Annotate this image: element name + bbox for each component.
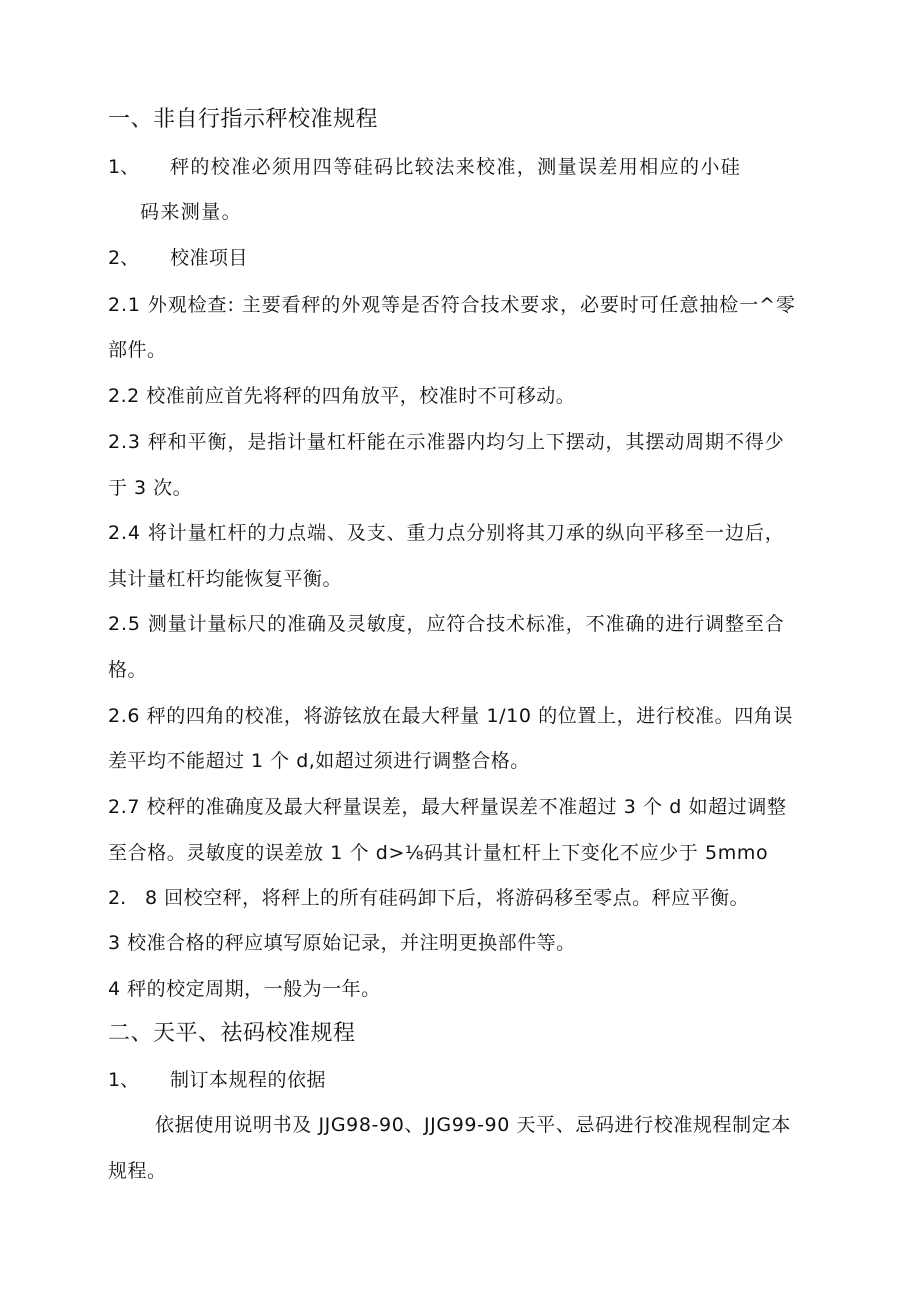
paragraph-2-1-line1: 2.1 外观检查: 主要看秤的外观等是否符合技术要求，必要时可任意抽检一^零 — [108, 294, 796, 316]
item1-text-line2: 码来测量。 — [140, 201, 243, 223]
paragraph-2-4-line1: 2.4 将计量杠杆的力点端、及支、重力点分别将其刀承的纵向平移至一边后， — [108, 522, 785, 544]
paragraph-2-8-text: 8 回校空秤，将秤上的所有硅码卸下后，将游码移至零点。秤应平衡。 — [145, 887, 750, 909]
paragraph-2-6-line1: 2.6 秤的四角的校准，将游铉放在最大秤量 1/10 的位置上，进行校准。四角误 — [108, 705, 794, 727]
paragraph-2-8-number: 2. — [108, 887, 127, 909]
paragraph-2-3-line2: 于 3 次。 — [108, 477, 193, 499]
section1-title: 一、非自行指示秤校准规程 — [108, 107, 379, 132]
paragraph-3: 3 校准合格的秤应填写原始记录，并注明更换部件等。 — [108, 932, 576, 954]
paragraph-4: 4 秤的校定周期，一般为一年。 — [108, 978, 381, 1000]
item2-number: 2、 — [108, 247, 140, 269]
section2-title: 二、天平、祛码校准规程 — [108, 1021, 356, 1046]
section2-paragraph-line1: 依据使用说明书及 JJG98-90、JJG99-90 天平、忌码进行校准规程制定本 — [155, 1114, 791, 1136]
paragraph-2-4-line2: 其计量杠杆均能恢复平衡。 — [108, 568, 343, 590]
paragraph-2-2: 2.2 校准前应首先将秤的四角放平，校准时不可移动。 — [108, 385, 576, 407]
section2-paragraph-line2: 规程。 — [108, 1160, 167, 1182]
paragraph-2-7-line1: 2.7 校秤的准确度及最大秤量误差，最大秤量误差不准超过 3 个 d 如超过调整 — [108, 796, 787, 818]
section2-item1-text: 制订本规程的依据 — [170, 1069, 327, 1091]
paragraph-2-3-line1: 2.3 秤和平衡，是指计量杠杆能在示准器内均匀上下摆动，其摆动周期不得少 — [108, 431, 785, 453]
paragraph-2-5-line1: 2.5 测量计量标尺的准确及灵敏度，应符合技术标准，不准确的进行调整至合 — [108, 613, 785, 635]
item1-number: 1、 — [108, 156, 140, 178]
paragraph-2-7-line2: 至合格。灵敏度的误差放 1 个 d>⅛码其计量杠杆上下变化不应少于 5mmo — [108, 842, 769, 864]
section2-item1-number: 1、 — [108, 1069, 140, 1091]
item1-text-line1: 秤的校准必须用四等硅码比较法来校准，测量误差用相应的小硅 — [170, 156, 742, 178]
paragraph-2-1-line2: 部件。 — [108, 339, 167, 361]
paragraph-2-5-line2: 格。 — [108, 659, 148, 681]
paragraph-2-6-line2: 差平均不能超过 1 个 d,如超过须进行调整合格。 — [108, 750, 530, 772]
item2-text: 校准项目 — [170, 247, 249, 269]
